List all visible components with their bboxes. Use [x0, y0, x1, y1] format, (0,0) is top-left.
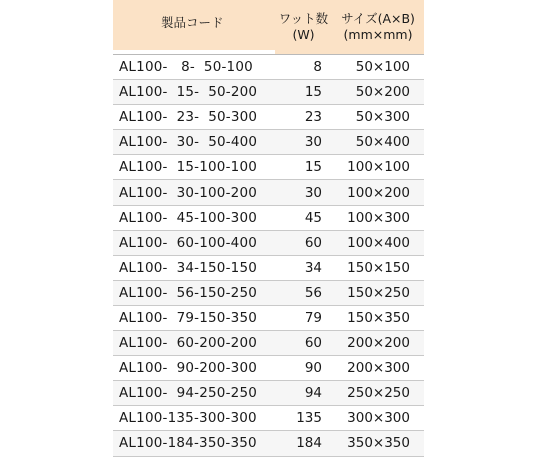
product-code-cell: AL100- 79-150-350 — [113, 305, 275, 330]
wattage-cell: 15 — [275, 80, 332, 105]
product-code-cell: AL100- 15-100-100 — [113, 155, 275, 180]
table-row — [113, 280, 424, 305]
header-product-code: 製品コード — [113, 0, 275, 51]
size-cell: 150×350 — [332, 305, 424, 330]
table-row — [113, 155, 424, 180]
wattage-cell: 15 — [275, 155, 332, 180]
wattage-cell: 45 — [275, 205, 332, 230]
size-cell: 250×250 — [332, 381, 424, 406]
wattage-cell: 184 — [275, 431, 332, 456]
table-row — [113, 130, 424, 155]
product-code-cell: AL100- 45-100-300 — [113, 205, 275, 230]
wattage-cell: 30 — [275, 130, 332, 155]
size-cell: 50×400 — [332, 130, 424, 155]
wattage-cell: 94 — [275, 381, 332, 406]
wattage-cell: 30 — [275, 180, 332, 205]
wattage-cell: 56 — [275, 280, 332, 305]
size-cell: 100×400 — [332, 230, 424, 255]
table-row — [113, 381, 424, 406]
size-cell: 300×300 — [332, 406, 424, 431]
wattage-cell: 23 — [275, 105, 332, 130]
product-code-cell: AL100- 34-150-150 — [113, 255, 275, 280]
product-code-cell: AL100- 8- 50-100 — [113, 55, 275, 80]
header-size — [332, 0, 424, 55]
wattage-cell: 60 — [275, 230, 332, 255]
product-code-cell: AL100- 60-200-200 — [113, 331, 275, 356]
size-cell: 150×150 — [332, 255, 424, 280]
wattage-cell: 8 — [275, 55, 332, 80]
table-row — [113, 55, 424, 80]
table-header — [113, 0, 424, 55]
size-cell: 200×300 — [332, 356, 424, 381]
header-wattage — [275, 0, 332, 55]
header-wattage-label: ワット数 — [278, 11, 329, 26]
product-code-cell: AL100- 56-150-250 — [113, 280, 275, 305]
table-row — [113, 105, 424, 130]
header-size-unit: (mm×mm) — [343, 27, 413, 42]
table-row — [113, 255, 424, 280]
wattage-cell: 34 — [275, 255, 332, 280]
size-cell: 50×200 — [332, 80, 424, 105]
size-cell: 50×100 — [332, 55, 424, 80]
wattage-cell: 60 — [275, 331, 332, 356]
product-code-cell: AL100- 60-100-400 — [113, 230, 275, 255]
header-row — [113, 0, 424, 55]
product-code-cell: AL100- 15- 50-200 — [113, 80, 275, 105]
wattage-cell: 79 — [275, 305, 332, 330]
size-cell: 150×250 — [332, 280, 424, 305]
table-row — [113, 431, 424, 456]
table-body — [113, 55, 424, 457]
table-row — [113, 80, 424, 105]
size-cell: 50×300 — [332, 105, 424, 130]
product-code-cell: AL100- 23- 50-300 — [113, 105, 275, 130]
size-cell: 100×200 — [332, 180, 424, 205]
table-row — [113, 180, 424, 205]
table-row — [113, 205, 424, 230]
product-code-cell: AL100- 30- 50-400 — [113, 130, 275, 155]
header-size-label: サイズ(A×B) — [341, 11, 415, 26]
size-cell: 100×100 — [332, 155, 424, 180]
header-wattage-unit: (W) — [292, 27, 315, 42]
product-code-cell: AL100-184-350-350 — [113, 431, 275, 456]
wattage-cell: 135 — [275, 406, 332, 431]
product-code-cell: AL100- 94-250-250 — [113, 381, 275, 406]
product-code-cell: AL100-135-300-300 — [113, 406, 275, 431]
product-code-cell: AL100- 30-100-200 — [113, 180, 275, 205]
table-row — [113, 230, 424, 255]
spec-table-container — [113, 0, 424, 450]
table-row — [113, 356, 424, 381]
product-spec-table — [113, 0, 424, 457]
product-code-cell: AL100- 90-200-300 — [113, 356, 275, 381]
table-row — [113, 305, 424, 330]
size-cell: 350×350 — [332, 431, 424, 456]
table-row — [113, 406, 424, 431]
wattage-cell: 90 — [275, 356, 332, 381]
table-row — [113, 331, 424, 356]
size-cell: 100×300 — [332, 205, 424, 230]
size-cell: 200×200 — [332, 331, 424, 356]
